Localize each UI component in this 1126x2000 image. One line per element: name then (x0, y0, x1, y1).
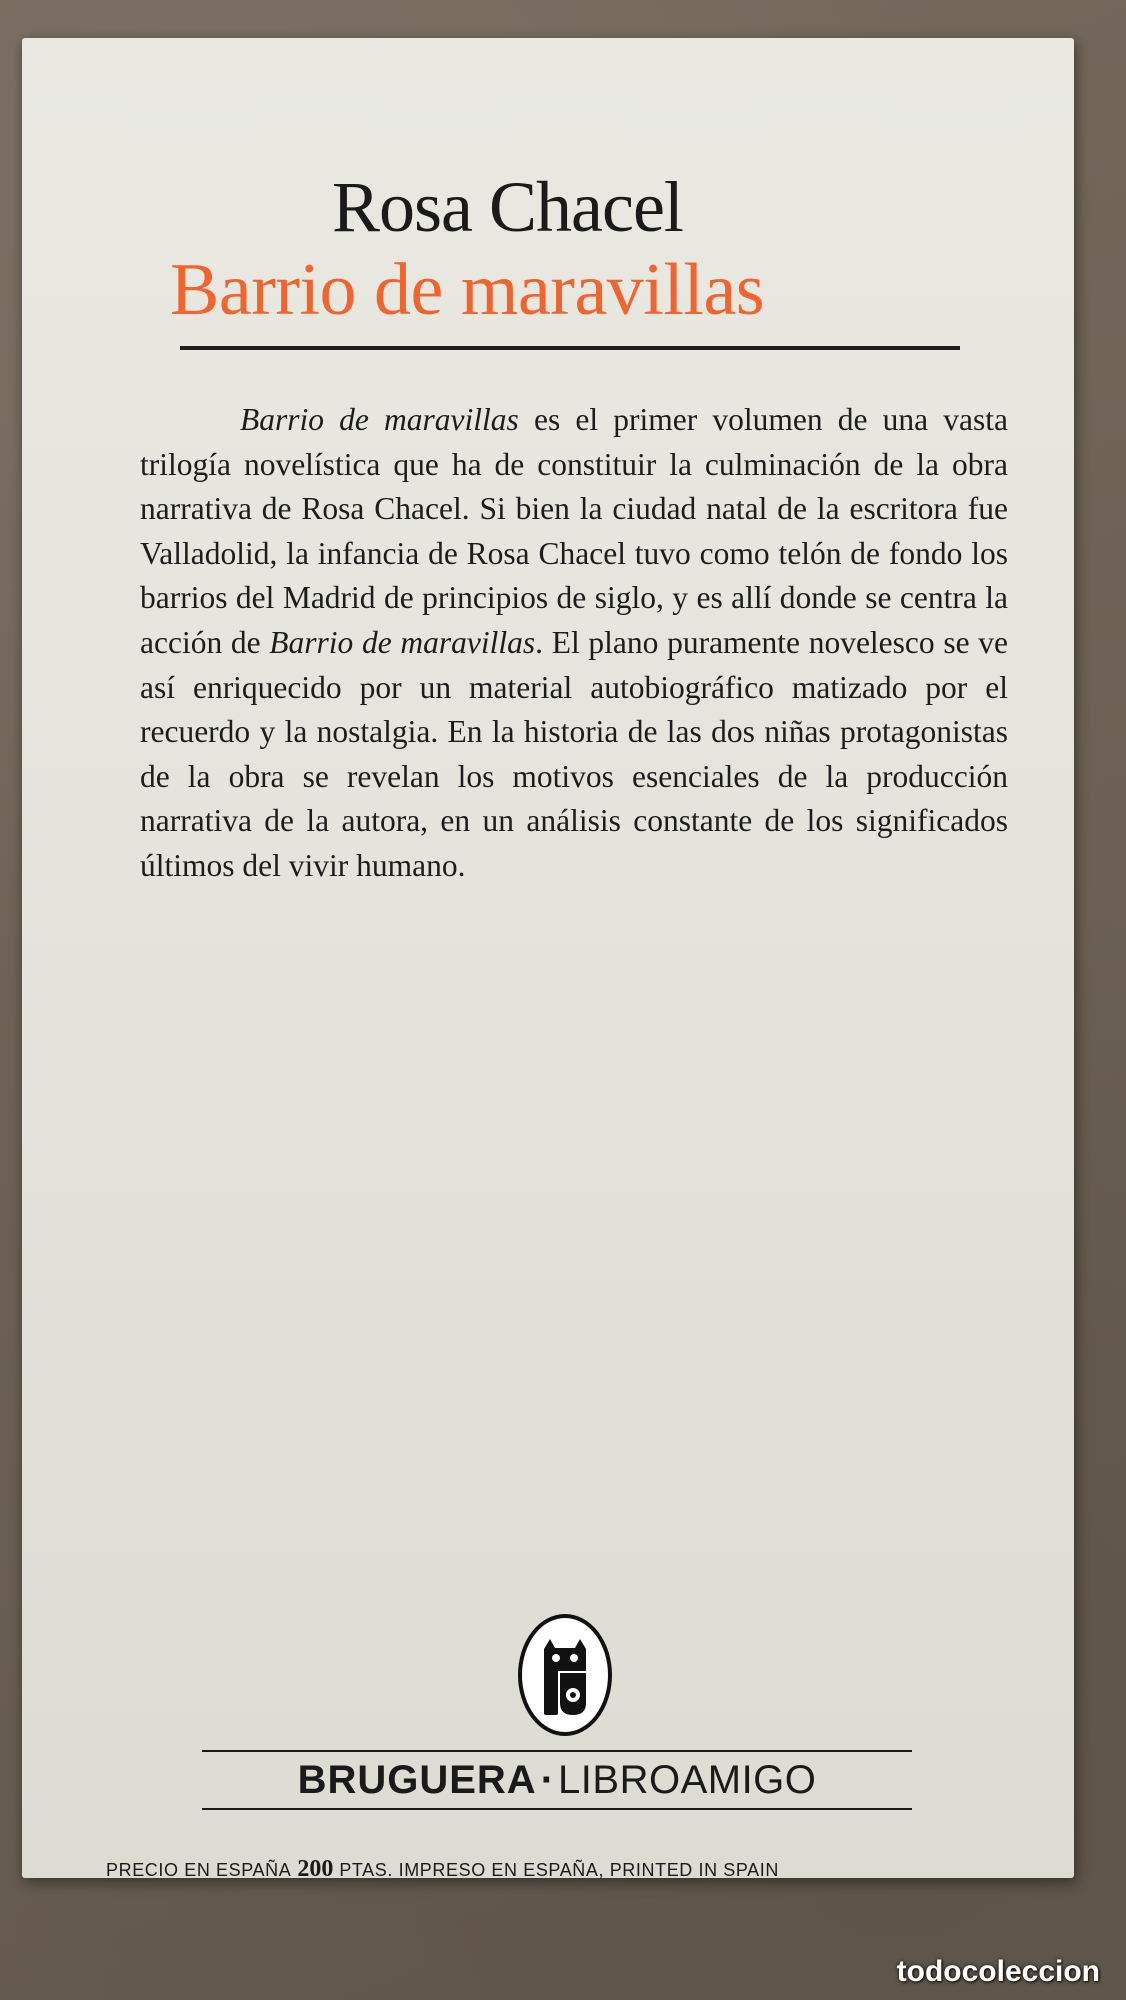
price-suffix: PTAS. IMPRESO EN ESPAÑA, PRINTED IN SPAIN (339, 1860, 779, 1880)
price-line (106, 1856, 1026, 1883)
author-name: Rosa Chacel (332, 167, 683, 247)
book-back-cover (22, 38, 1074, 1882)
blurb-text (140, 398, 1008, 889)
price-amount: 200 (297, 1856, 334, 1882)
blurb-part-2: . El plano puramente novelesco se ve así enriquecido por un material autobiográfico matizado por el recuerdo y la nostalgia. En la historia de las dos niñas protagonistas de la obra se revelan los motivos esenciales de la producción narrativa de la autora, en un análisis constante de los significados últimos del vivir humano. (140, 624, 1008, 883)
price-prefix: PRECIO EN ESPAÑA (106, 1860, 292, 1880)
publisher-brand (202, 1750, 912, 1810)
title-divider (180, 346, 960, 350)
blurb-title-ref-2: Barrio de maravillas (269, 624, 536, 660)
bruguera-cat-logo-icon (517, 1613, 613, 1737)
brand-bruguera: BRUGUERA (297, 1757, 537, 1802)
blurb-part-1: es el primer volumen de una vasta trilogía novelística que ha de constituir la culminación de la obra narrativa de Rosa Chacel. Si bien la ciudad natal de la escritora fue Valladolid, la infancia de Rosa Chacel tuvo como telón de fondo los barrios del Madrid de principios de siglo, y es allí donde se centra la acción de (140, 402, 1009, 660)
brand-separator: · (540, 1757, 555, 1802)
watermark: todocoleccion (896, 1955, 1100, 1988)
book-title: Barrio de maravillas (170, 249, 765, 331)
blurb-title-ref-1: Barrio de maravillas (240, 402, 519, 437)
brand-libroamigo: LIBROAMIGO (558, 1757, 817, 1802)
